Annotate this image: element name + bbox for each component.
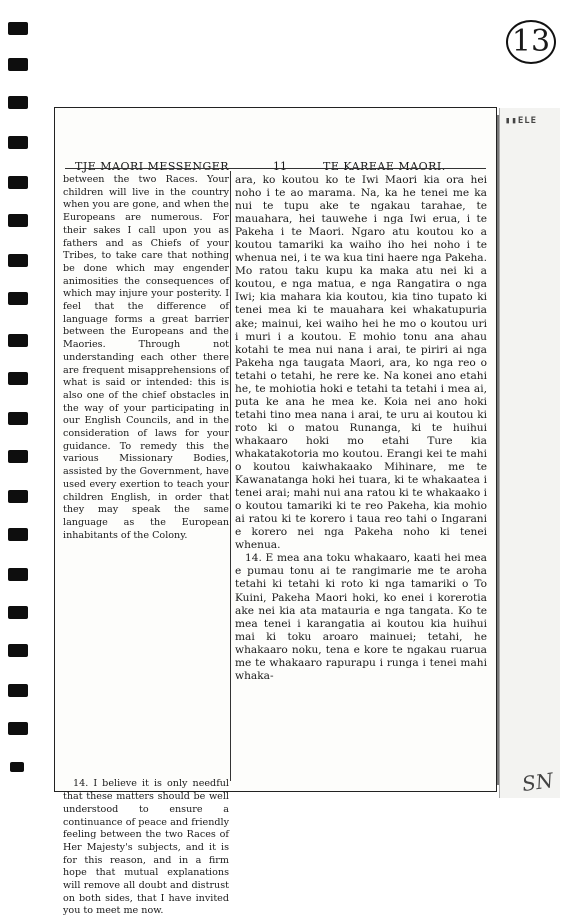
binding-hole [8, 136, 28, 149]
binding-hole [8, 58, 28, 71]
header-page-number: 11 [273, 160, 287, 173]
page-number: 13 [511, 24, 551, 59]
binding-hole [8, 412, 28, 425]
binding-hole [8, 22, 28, 35]
binding-hole [8, 684, 28, 697]
binding-hole [8, 644, 28, 657]
handwritten-mark: SN [520, 767, 555, 797]
binding-hole [8, 722, 28, 735]
column-divider [230, 171, 231, 781]
adjacent-page-strip [499, 108, 560, 798]
binding-hole [8, 606, 28, 619]
binding-hole [8, 568, 28, 581]
english-paragraph: between the two Races. Your children will live in the country when you are gone, and when the Europeans are numerous. For their sakes I call upon you as fathers and as Chiefs of your Tribes, to take care that nothing be done which may engender animosities the consequences of which may injure your posterity. I feel that the difference of language forms a great barrier between the Europeans and the Maories. Through not understanding each other there are frequent misapprehensions of what is said or intended: this is also one of the chief obstacles in the way of your participating in our English Councils, and in the consideration of laws for your guidance. To remedy this the various Missionary Bodies, assisted by the Government, have used every exertion to teach your children English, in order that they may speak the same language as the European inhabitants of the Colony. [63, 174, 229, 541]
binding-hole [10, 762, 24, 772]
binding-hole [8, 292, 28, 305]
english-column [63, 174, 229, 918]
header-english-title: TJE MAORI MESSENGER [75, 160, 230, 173]
maori-column [235, 174, 487, 683]
maori-paragraph: ara, ko koutou ko te Iwi Maori kia ora hei noho i te ao marama. Na, ka he tenei me ka nui te tupu ake te ngakau tarahae, te mauahara, hei tauwehe i nga Iwi erua, i te Pakeha i te Maori. Ngaro atu koutou ko a koutou tamariki ka waiho iho hei noho i te whenua nei, i te wa kua tini haere nga Pakeha. Mo ratou taku kupu ka maka atu nei ki a koutou, e nga matua, e nga Rangatira o nga Iwi; kia mahara kia koutou, kia tino tupato ki tenei mea ki te mauahara kei whakatupuria ake; mainui, kei waiho hei he mo o koutou uri i muri i a koutou. E mohio tonu ana ahau kotahi te mea nui nana i arai, te piriri ai nga Pakeha nga taugata Maori, ara, ko nga reo o tetahi o tetahi, he rere ke. Na konei ano etahi he, te mohiotia hoki e tetahi ta tetahi i mea ai, puta ke ana he mea ke. Koia nei ano hoki tetahi tino mea nana i arai, te uru ai koutou ki roto ki o matou Runanga, ki te huihui whakaaro hoki mo etahi Ture kia whakatakotoria mo koutou. Erangi kei te mahi o koutou kaiwhakaako Mihinare, me te Kawanatanga hoki hei tuara, ki te whakaatea i tenei arai; mahi nui ana ratou ki te whakaako i o koutou tamariki ki te reo Pakeha, kia mohio ai ratou ki te korero i taua reo tahi o Ingarani e korero nei nga Pakeha noho ki tenei whenua. [235, 174, 487, 552]
binding-hole [8, 490, 28, 503]
binding-hole [8, 176, 28, 189]
adjacent-page-mark: ▮▮ELE [505, 116, 538, 126]
binding-hole [8, 254, 28, 267]
page-number-circle [506, 20, 556, 64]
maori-paragraph: 14. E mea ana toku whakaaro, kaati hei mea e pumau tonu ai te rangimarie me te aroha tetahi ki tetahi ki roto ki nga tamariki o To Kuini, Pakeha Maori hoki, ko enei i korerotia ake nei kia ata matauria e nga tangata. Ko te mea tenei i karangatia ai koutou kia huihui mai ki toku aroaro mainuei; tetahi, he whakaaro noku, tena e kore te ngakau ruarua me te whakaaro rapurapu i runga i tenei mahi whaka- [235, 552, 487, 682]
spiral-binding [0, 0, 32, 800]
newspaper-page [54, 107, 497, 917]
binding-hole [8, 372, 28, 385]
binding-hole [8, 528, 28, 541]
faded-text-area [63, 544, 229, 772]
binding-hole [8, 96, 28, 109]
header-maori-title: TE KAREAE MAORI. [323, 160, 446, 173]
binding-hole [8, 450, 28, 463]
binding-hole [8, 334, 28, 347]
page-header [55, 116, 496, 174]
english-paragraph: 14. I believe it is only needful that these matters should be well understood to ensure a continuance of peace and friendly feeling between the two Races of Her Majesty's subjects, and it is for this reason, and in a firm hope that mutual explanations will remove all doubt and distrust on both sides, that I have invited you to meet me now. [63, 778, 229, 917]
header-rule [65, 168, 486, 169]
binding-hole [8, 214, 28, 227]
